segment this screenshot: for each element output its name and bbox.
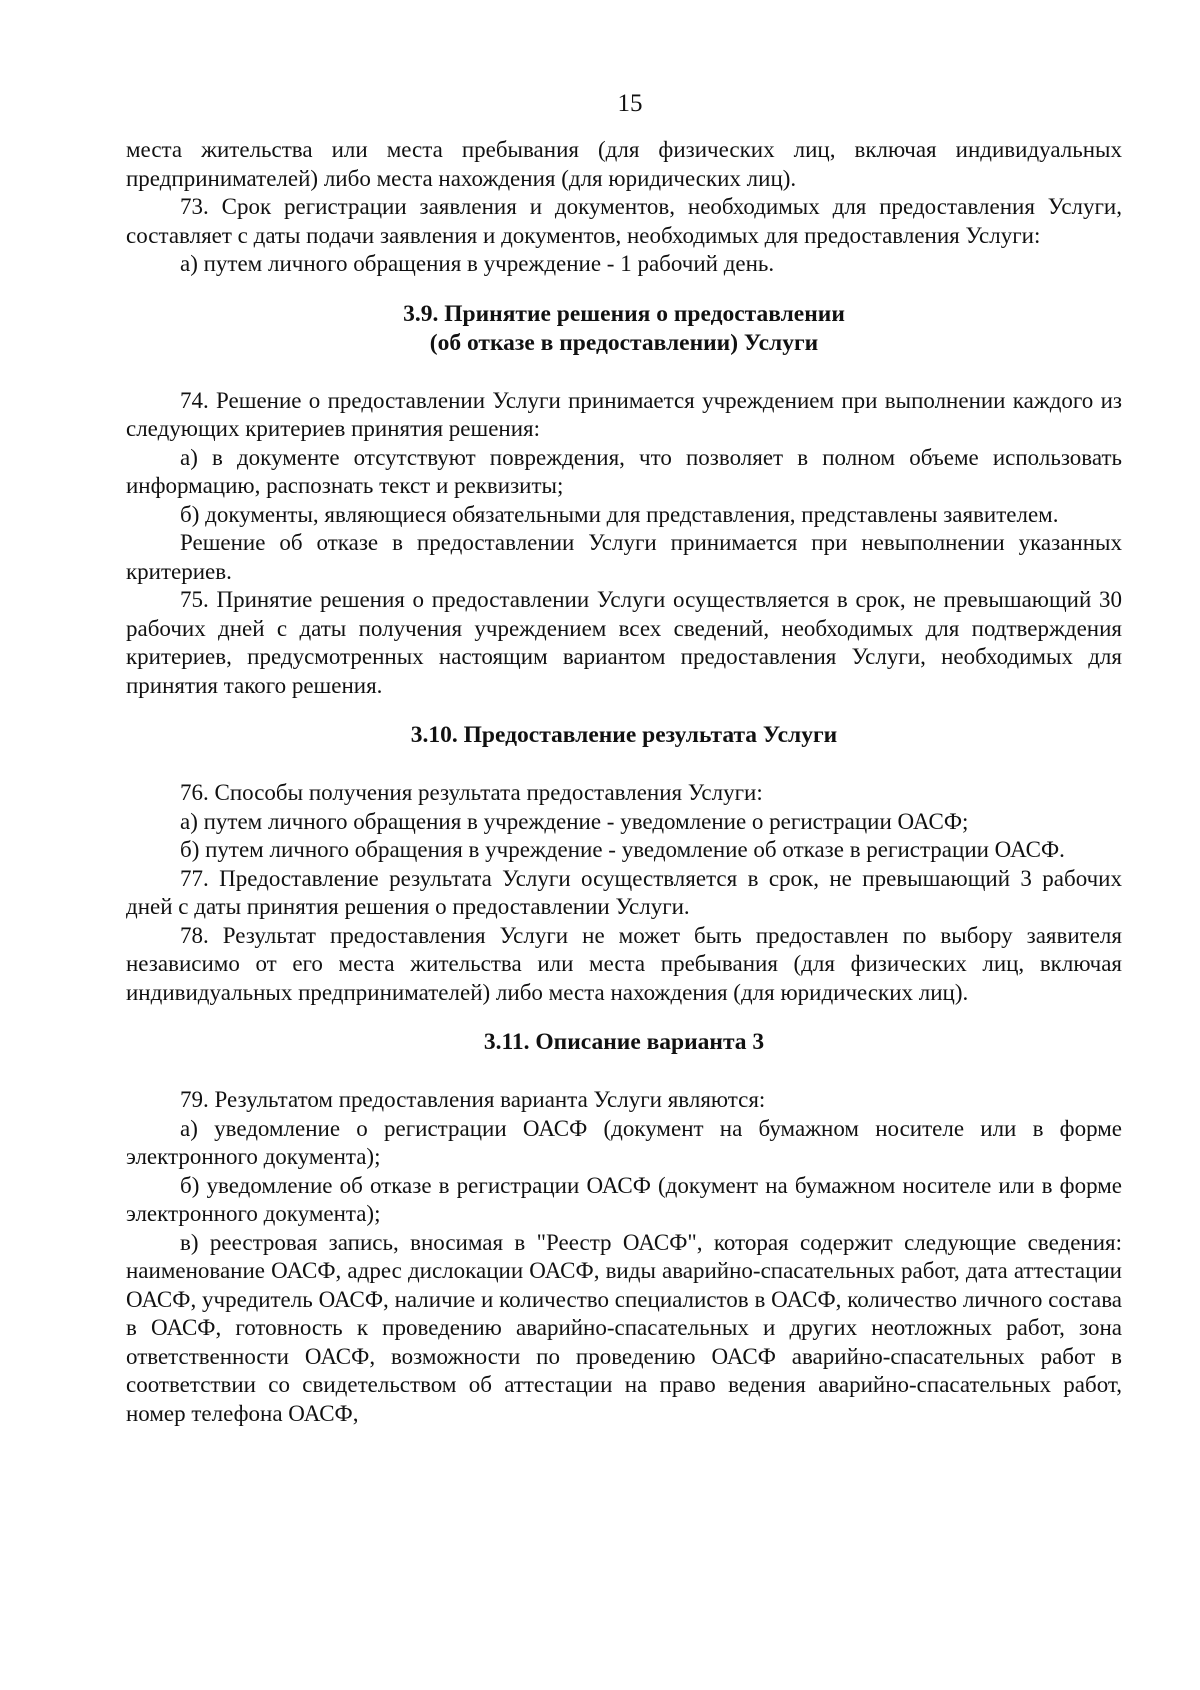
paragraph-73: 73. Срок регистрации заявления и документов, необходимых для предоставления Услуги, составляет с даты подачи заявления и документов, необходимых для предоставления Услуги: bbox=[126, 194, 1122, 248]
paragraph-75: 75. Принятие решения о предоставлении Услуги осуществляется в срок, не превышающий 30 рабочих дней с даты получения учреждением всех сведений, необходимых для подтверждения критериев, предусмотренных настоящим вариантом предоставления Услуги, необходимых для принятия такого решения. bbox=[126, 587, 1122, 698]
section-3-9-title-line1: 3.9. Принятие решения о предоставлении bbox=[403, 300, 845, 327]
paragraph-76-b: б) путем личного обращения в учреждение - уведомление об отказе в регистрации ОАСФ. bbox=[180, 837, 1065, 862]
paragraph-refusal: Решение об отказе в предоставлении Услуги принимается при невыполнении указанных критериев. bbox=[126, 530, 1122, 584]
paragraph-continuation: места жительства или места пребывания (для физических лиц, включая индивидуальных предпринимателей) либо места нахождения (для юридических лиц). bbox=[126, 137, 1122, 191]
paragraph-78: 78. Результат предоставления Услуги не может быть предоставлен по выбору заявителя независимо от его места жительства или места пребывания (для физических лиц, включая индивидуальных предпринимателей) либо места нахождения (для юридических лиц). bbox=[126, 922, 1122, 1005]
section-3-10-heading: 3.10. Предоставление результата Услуги bbox=[410, 722, 838, 748]
paragraph-79-b: б) уведомление об отказе в регистрации ОАСФ (документ на бумажном носителе или в форме электронного документа); bbox=[126, 1172, 1122, 1226]
paragraph-76-a: а) путем личного обращения в учреждение - уведомление о регистрации ОАСФ; bbox=[180, 808, 969, 834]
paragraph-73-a: а) путем личного обращения в учреждение - 1 рабочий день. bbox=[180, 251, 775, 276]
page-number: 15 bbox=[617, 90, 643, 117]
paragraph-76: 76. Способы получения результата предоставления Услуги: bbox=[180, 780, 763, 805]
section-3-9-title-line2: (об отказе в предоставлении) Услуги bbox=[429, 329, 819, 356]
paragraph-79: 79. Результатом предоставления варианта Услуги являются: bbox=[180, 1087, 766, 1112]
paragraph-77: 77. Предоставление результата Услуги осуществляется в срок, не превышающий 3 рабочих дней с даты принятия решения о предоставлении Услуги. bbox=[126, 865, 1122, 919]
section-3-11-heading: 3.11. Описание варианта 3 bbox=[483, 1029, 765, 1055]
document-body bbox=[126, 136, 1122, 1428]
paragraph-74-a: а) в документе отсутствуют повреждения, что позволяет в полном объеме использовать информацию, распознать текст и реквизиты; bbox=[126, 444, 1122, 498]
section-3-9-heading bbox=[126, 300, 1122, 358]
paragraph-74-b: б) документы, являющиеся обязательными для представления, представлены заявителем. bbox=[180, 501, 1059, 527]
paragraph-74: 74. Решение о предоставлении Услуги принимается учреждением при выполнении каждого из следующих критериев принятия решения: bbox=[126, 387, 1122, 441]
paragraph-79-v: в) реестровая запись, вносимая в "Реестр ОАСФ", которая содержит следующие сведения: наименование ОАСФ, адрес дислокации ОАСФ, виды аварийно-спасательных работ, дата аттестации ОАСФ, учредитель ОАСФ, наличие и количество специалистов в ОАСФ, количество личного состава в ОАСФ, готовность к проведению аварийно-спасательных и других неотложных работ, зона ответственности ОАСФ, возможности по проведению ОАСФ аварийно-спасательных работ в соответствии со свидетельством об аттестации на право ведения аварийно-спасательных работ, номер телефона ОАСФ, bbox=[126, 1229, 1122, 1426]
paragraph-79-a: а) уведомление о регистрации ОАСФ (документ на бумажном носителе или в форме электронного документа); bbox=[126, 1115, 1122, 1169]
